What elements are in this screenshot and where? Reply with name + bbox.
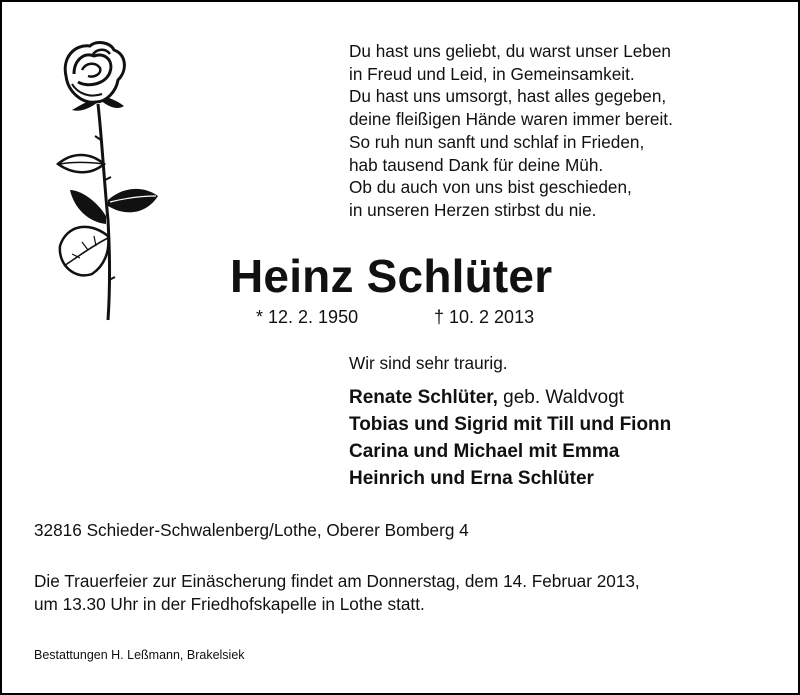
poem-line: Du hast uns geliebt, du warst unser Leben: [349, 41, 671, 61]
mourner-maiden-name: geb. Waldvogt: [497, 387, 624, 408]
poem-line: hab tausend Dank für deine Müh.: [349, 154, 604, 175]
rose-icon: [52, 40, 162, 322]
mourner-entry: Carina und Michael mit Emma: [349, 441, 620, 462]
poem: [349, 40, 769, 222]
poem-line: Ob du auch von uns bist geschieden,: [349, 177, 632, 198]
undertaker-credit: Bestattungen H. Leßmann, Brakelsiek: [34, 648, 245, 662]
birth-date: * 12. 2. 1950: [256, 307, 359, 327]
family-intro: Wir sind sehr traurig.: [349, 353, 508, 373]
funeral-service-info: [34, 570, 640, 616]
poem-line: Du hast uns umsorgt, hast alles gegeben,: [349, 86, 667, 107]
death-date: † 10. 2 2013: [434, 307, 535, 327]
service-line: um 13.30 Uhr in der Friedhofskapelle in Lothe statt.: [34, 594, 425, 614]
service-line: Die Trauerfeier zur Einäscherung findet am Donnerstag, dem 14. Februar 2013,: [34, 571, 640, 591]
family-address: 32816 Schieder-Schwalenberg/Lothe, Oberer Bomberg 4: [34, 520, 469, 540]
mourners-list: [349, 384, 671, 492]
poem-line: in Freud und Leid, in Gemeinsamkeit.: [349, 63, 635, 84]
poem-line: So ruh nun sanft und schlaf in Frieden,: [349, 131, 645, 152]
mourner-entry: Tobias und Sigrid mit Till und Fionn: [349, 414, 672, 435]
poem-line: deine fleißigen Hände waren immer bereit.: [349, 109, 673, 130]
poem-line: in unseren Herzen stirbst du nie.: [349, 199, 597, 220]
mourner-name: Renate Schlüter,: [349, 387, 498, 408]
mourner-entry: [349, 384, 671, 411]
deceased-name: Heinz Schlüter: [230, 250, 553, 302]
mourner-entry: Heinrich und Erna Schlüter: [349, 468, 594, 489]
